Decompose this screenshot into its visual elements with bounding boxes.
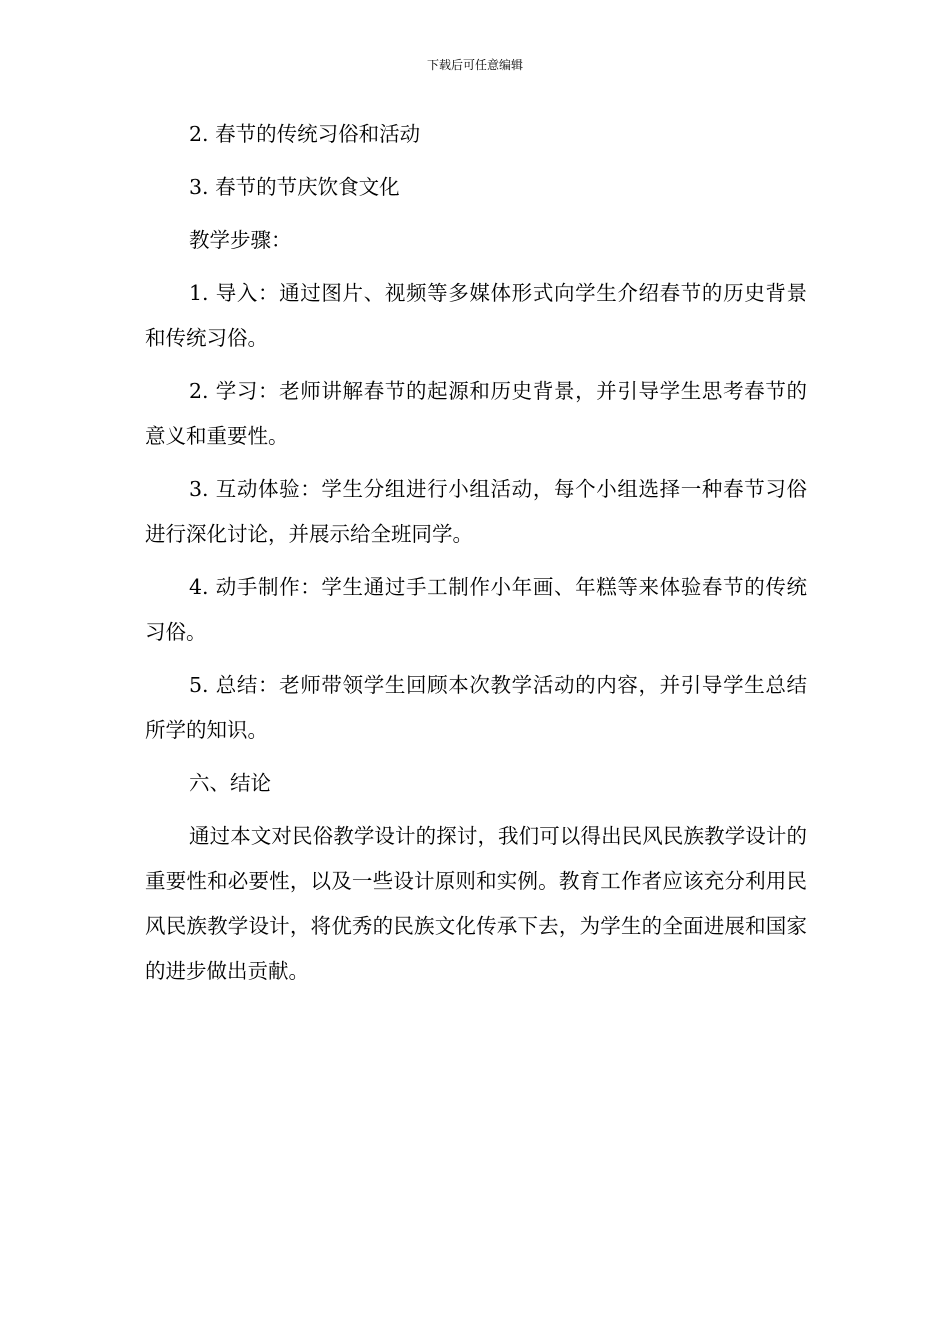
step-introduction: 1. 导入：通过图片、视频等多媒体形式向学生介绍春节的历史背景和传统习俗。 [145, 281, 807, 350]
document-body [145, 112, 807, 994]
conclusion-paragraph: 通过本文对民俗教学设计的探讨，我们可以得出民风民族教学设计的重要性和必要性，以及一些设计原则和实例。教育工作者应该充分利用民风民族教学设计，将优秀的民族文化传承下去，为学生的全面进展和国家的进步做出贡献。 [145, 824, 807, 983]
list-item-traditional-customs: 2. 春节的传统习俗和活动 [189, 122, 421, 146]
section-label-teaching-steps: 教学步骤： [189, 228, 292, 252]
step-handcraft: 4. 动手制作：学生通过手工制作小年画、年糕等来体验春节的传统习俗。 [145, 575, 807, 644]
page-header: 下载后可任意编辑 [426, 58, 523, 72]
list-item-festive-food: 3. 春节的节庆饮食文化 [189, 175, 400, 199]
step-interactive-experience: 3. 互动体验：学生分组进行小组活动，每个小组选择一种春节习俗进行深化讨论，并展示给全班同学。 [145, 477, 807, 546]
step-learning: 2. 学习：老师讲解春节的起源和历史背景，并引导学生思考春节的意义和重要性。 [145, 379, 807, 448]
step-summary: 5. 总结：老师带领学生回顾本次教学活动的内容，并引导学生总结所学的知识。 [145, 673, 807, 742]
section-heading-conclusion: 六、结论 [189, 771, 271, 795]
